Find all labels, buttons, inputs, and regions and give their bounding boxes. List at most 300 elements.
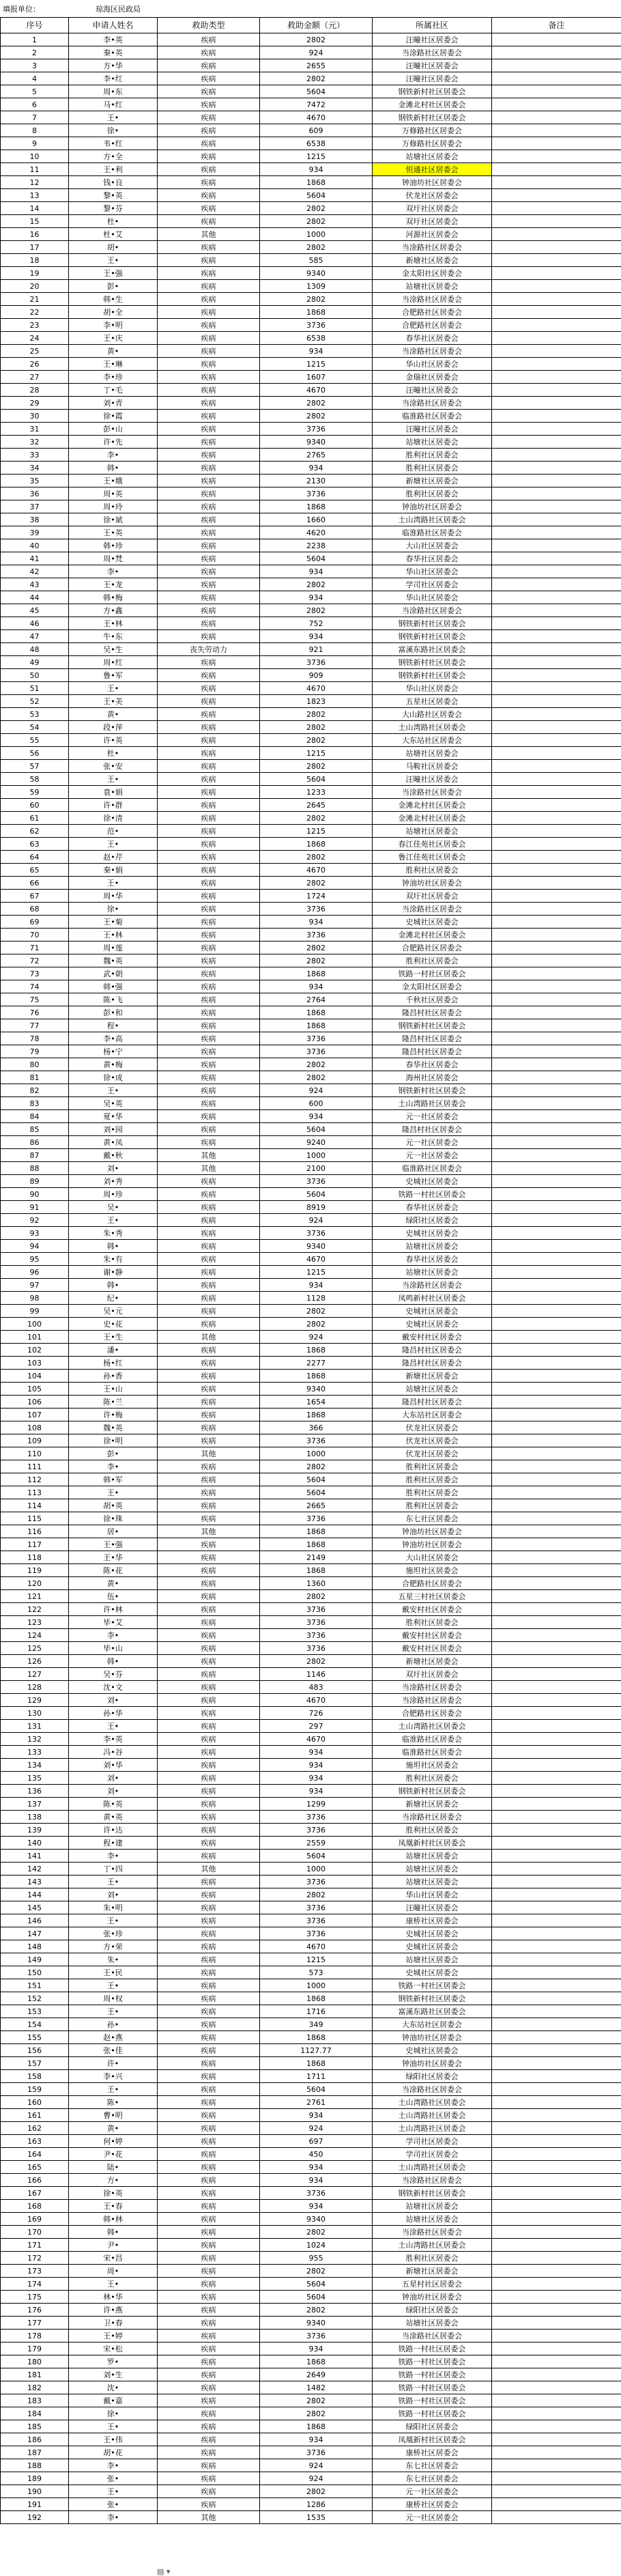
- cell-type: 疾病: [158, 552, 260, 565]
- cell-community: 合肥路社区居委会: [373, 1577, 492, 1590]
- cell-community: 钢铁新村社区居委会: [373, 630, 492, 643]
- cell-index: 186: [1, 2433, 69, 2446]
- cell-community: 胜利社区居委会: [373, 2252, 492, 2265]
- cell-remark: [492, 397, 621, 410]
- cell-type: 疾病: [158, 241, 260, 254]
- cell-community: 胜利社区居委会: [373, 462, 492, 475]
- cell-community: 元一社区居委会: [373, 2485, 492, 2498]
- cell-type: 疾病: [158, 202, 260, 215]
- cell-community: 史城社区居委会: [373, 1305, 492, 1318]
- cell-index: 184: [1, 2407, 69, 2420]
- cell-community: 马鞍社区居委会: [373, 760, 492, 773]
- cell-name: 方•全: [69, 150, 158, 163]
- cell-index: 118: [1, 1551, 69, 1564]
- cell-index: 8: [1, 124, 69, 137]
- cell-type: 疾病: [158, 1538, 260, 1551]
- cell-amount: 955: [260, 2252, 373, 2265]
- cell-index: 57: [1, 760, 69, 773]
- table-row: [1, 1214, 621, 1227]
- cell-amount: 297: [260, 1720, 373, 1733]
- cell-amount: 2802: [260, 1655, 373, 1668]
- cell-community: 站塘社区居委会: [373, 747, 492, 760]
- cell-amount: 2802: [260, 2485, 373, 2498]
- cell-name: 伍•: [69, 1590, 158, 1603]
- cell-amount: 934: [260, 630, 373, 643]
- cell-amount: 3736: [260, 1914, 373, 1927]
- table-row: [1, 1318, 621, 1331]
- cell-type: 疾病: [158, 462, 260, 475]
- cell-index: 88: [1, 1162, 69, 1175]
- cell-name: 徐•: [69, 903, 158, 916]
- table-row: [1, 2498, 621, 2511]
- cell-name: 周•: [69, 2265, 158, 2278]
- cell-community: 钢铁新村社区居委会: [373, 1019, 492, 1032]
- table-row: [1, 929, 621, 942]
- cell-type: 疾病: [158, 1499, 260, 1512]
- cell-name: 彭•: [69, 1447, 158, 1460]
- cell-name: 李•兴: [69, 2070, 158, 2083]
- cell-name: 许•燕: [69, 2304, 158, 2317]
- cell-type: 疾病: [158, 98, 260, 111]
- cell-remark: [492, 1811, 621, 1824]
- table-row: [1, 2485, 621, 2498]
- cell-name: 刘•园: [69, 1123, 158, 1136]
- cell-amount: 349: [260, 2018, 373, 2031]
- cell-remark: [492, 436, 621, 449]
- cell-remark: [492, 1175, 621, 1188]
- cell-community: 胜利社区居委会: [373, 487, 492, 500]
- cell-amount: 609: [260, 124, 373, 137]
- cell-type: 疾病: [158, 1214, 260, 1227]
- cell-remark: [492, 267, 621, 280]
- table-row: [1, 2355, 621, 2368]
- cell-type: 疾病: [158, 111, 260, 124]
- cell-name: 王•婷: [69, 2330, 158, 2343]
- cell-amount: 3736: [260, 1616, 373, 1629]
- cell-index: 53: [1, 708, 69, 721]
- table-row: [1, 1499, 621, 1512]
- table-row: [1, 786, 621, 799]
- cell-type: 其他: [158, 1162, 260, 1175]
- cell-index: 187: [1, 2446, 69, 2459]
- cell-type: 其他: [158, 1149, 260, 1162]
- cell-index: 86: [1, 1136, 69, 1149]
- cell-amount: 2802: [260, 215, 373, 228]
- cell-remark: [492, 1214, 621, 1227]
- cell-remark: [492, 604, 621, 617]
- cell-type: 疾病: [158, 2343, 260, 2355]
- cell-type: 疾病: [158, 591, 260, 604]
- cell-name: 牛•东: [69, 630, 158, 643]
- cell-name: 李•高: [69, 1032, 158, 1045]
- cell-amount: 1286: [260, 2498, 373, 2511]
- cell-remark: [492, 1824, 621, 1837]
- cell-name: 周•梵: [69, 552, 158, 565]
- cell-name: 王•: [69, 1214, 158, 1227]
- cell-remark: [492, 2096, 621, 2109]
- table-row: [1, 954, 621, 967]
- cell-name: 韩•: [69, 462, 158, 475]
- cell-type: 疾病: [158, 877, 260, 890]
- cell-name: 何•婷: [69, 2135, 158, 2148]
- cell-name: 周•华: [69, 890, 158, 903]
- cell-type: 疾病: [158, 1876, 260, 1888]
- table-row: [1, 1253, 621, 1266]
- table-row: [1, 773, 621, 786]
- cell-index: 75: [1, 993, 69, 1006]
- cell-index: 148: [1, 1940, 69, 1953]
- cell-type: 疾病: [158, 2394, 260, 2407]
- cell-name: 史•花: [69, 1318, 158, 1331]
- cell-amount: 1716: [260, 2005, 373, 2018]
- cell-index: 10: [1, 150, 69, 163]
- cell-type: 疾病: [158, 500, 260, 513]
- cell-type: 疾病: [158, 2265, 260, 2278]
- cell-remark: [492, 1136, 621, 1149]
- cell-name: 王•: [69, 1876, 158, 1888]
- cell-community: 春华社区居委会: [373, 1201, 492, 1214]
- cell-remark: [492, 215, 621, 228]
- sheet-header: [0, 0, 621, 17]
- cell-name: 徐•明: [69, 1434, 158, 1447]
- table-row: [1, 1512, 621, 1525]
- cell-community: 大东站社区居委会: [373, 734, 492, 747]
- cell-type: 疾病: [158, 980, 260, 993]
- cell-type: 疾病: [158, 1888, 260, 1901]
- table-row: [1, 1538, 621, 1551]
- table-row: [1, 1136, 621, 1149]
- cell-community: 站塘社区居委会: [373, 1240, 492, 1253]
- cell-remark: [492, 72, 621, 85]
- cell-remark: [492, 1733, 621, 1746]
- cell-community: 春江佳苑社区居委会: [373, 838, 492, 851]
- cell-amount: 934: [260, 1785, 373, 1798]
- cell-community: 胜利社区居委会: [373, 1460, 492, 1473]
- cell-community: 钢铁新村社区居委会: [373, 85, 492, 98]
- cell-index: 67: [1, 890, 69, 903]
- cell-amount: 2802: [260, 1590, 373, 1603]
- cell-name: 吴•元: [69, 1305, 158, 1318]
- table-row: [1, 254, 621, 267]
- cell-community: 绿阳社区居委会: [373, 2304, 492, 2317]
- cell-amount: 3736: [260, 1603, 373, 1616]
- cell-community: 铁路一村社区居委会: [373, 1979, 492, 1992]
- cell-index: 32: [1, 436, 69, 449]
- cell-remark: [492, 864, 621, 877]
- cell-type: 疾病: [158, 475, 260, 487]
- cell-amount: 3736: [260, 1032, 373, 1045]
- cell-community: 钟油坊社区居委会: [373, 2031, 492, 2044]
- cell-name: 丁•四: [69, 1863, 158, 1876]
- cell-remark: [492, 2213, 621, 2226]
- cell-index: 77: [1, 1019, 69, 1032]
- cell-index: 50: [1, 669, 69, 682]
- cell-index: 120: [1, 1577, 69, 1590]
- cell-name: 潘•: [69, 1344, 158, 1357]
- cell-type: 疾病: [158, 1590, 260, 1603]
- table-row: [1, 1396, 621, 1409]
- cell-index: 161: [1, 2109, 69, 2122]
- cell-name: 周•玲: [69, 500, 158, 513]
- cell-community: 鲁江佳苑社区居委会: [373, 851, 492, 864]
- cell-index: 54: [1, 721, 69, 734]
- cell-amount: 1215: [260, 825, 373, 838]
- cell-type: 疾病: [158, 1551, 260, 1564]
- table-row: [1, 241, 621, 254]
- cell-community: 双圩社区居委会: [373, 890, 492, 903]
- cell-community: 大东站社区居委会: [373, 1409, 492, 1421]
- table-row: [1, 1681, 621, 1694]
- cell-type: 疾病: [158, 1914, 260, 1927]
- cell-type: 疾病: [158, 2109, 260, 2122]
- cell-name: 王•强: [69, 267, 158, 280]
- table-row: [1, 656, 621, 669]
- cell-name: 徐•清: [69, 812, 158, 825]
- cell-remark: [492, 1927, 621, 1940]
- cell-index: 147: [1, 1927, 69, 1940]
- cell-type: 疾病: [158, 449, 260, 462]
- cell-type: 疾病: [158, 1785, 260, 1798]
- table-row: [1, 137, 621, 150]
- cell-index: 154: [1, 2018, 69, 2031]
- cell-remark: [492, 1746, 621, 1759]
- cell-type: 疾病: [158, 487, 260, 500]
- table-row: [1, 1006, 621, 1019]
- table-row: [1, 1551, 621, 1564]
- cell-remark: [492, 1240, 621, 1253]
- table-row: [1, 1032, 621, 1045]
- cell-community: 当涂路社区居委会: [373, 604, 492, 617]
- cell-index: 61: [1, 812, 69, 825]
- table-row: [1, 1305, 621, 1318]
- cell-remark: [492, 2330, 621, 2343]
- cell-name: 曹•明: [69, 2109, 158, 2122]
- cell-name: 王•: [69, 838, 158, 851]
- cell-index: 150: [1, 1966, 69, 1979]
- cell-type: 疾病: [158, 1006, 260, 1019]
- cell-remark: [492, 2459, 621, 2472]
- table-row: [1, 2343, 621, 2355]
- cell-remark: [492, 1344, 621, 1357]
- cell-remark: [492, 1110, 621, 1123]
- cell-index: 33: [1, 449, 69, 462]
- cell-type: 疾病: [158, 656, 260, 669]
- cell-name: 钱•良: [69, 176, 158, 189]
- table-row: [1, 1824, 621, 1837]
- cell-remark: [492, 500, 621, 513]
- table-row: [1, 967, 621, 980]
- cell-index: 47: [1, 630, 69, 643]
- cell-type: 疾病: [158, 33, 260, 46]
- cell-index: 44: [1, 591, 69, 604]
- cell-type: 其他: [158, 1331, 260, 1344]
- cell-community: 站塘社区居委会: [373, 825, 492, 838]
- cell-type: 疾病: [158, 812, 260, 825]
- cell-remark: [492, 2291, 621, 2304]
- cell-remark: [492, 1992, 621, 2005]
- table-row: [1, 812, 621, 825]
- cell-remark: [492, 2187, 621, 2200]
- cell-amount: 5604: [260, 1123, 373, 1136]
- cell-amount: 4620: [260, 526, 373, 539]
- cell-index: 166: [1, 2174, 69, 2187]
- cell-type: 疾病: [158, 942, 260, 954]
- cell-name: 宋•松: [69, 2343, 158, 2355]
- cell-type: 疾病: [158, 1175, 260, 1188]
- cell-remark: [492, 2200, 621, 2213]
- cell-type: 疾病: [158, 1019, 260, 1032]
- cell-community: 当涂路社区居委会: [373, 46, 492, 59]
- cell-remark: [492, 1357, 621, 1370]
- cell-community: 铁路一村社区居委会: [373, 2407, 492, 2420]
- cell-remark: [492, 1953, 621, 1966]
- cell-index: 155: [1, 2031, 69, 2044]
- cell-amount: 934: [260, 2109, 373, 2122]
- cell-remark: [492, 2433, 621, 2446]
- cell-amount: 924: [260, 1331, 373, 1344]
- table-row: [1, 1733, 621, 1746]
- cell-community: 站塘社区居委会: [373, 1953, 492, 1966]
- cell-type: 疾病: [158, 345, 260, 358]
- cell-community: 当涂路社区居委会: [373, 903, 492, 916]
- cell-index: 159: [1, 2083, 69, 2096]
- cell-amount: 3736: [260, 2330, 373, 2343]
- cell-community: 伏龙社区居委会: [373, 1434, 492, 1447]
- cell-name: 刘•: [69, 1772, 158, 1785]
- cell-amount: 5604: [260, 2278, 373, 2291]
- cell-community: 钢铁新村社区居委会: [373, 669, 492, 682]
- cell-name: 黄•梅: [69, 1058, 158, 1071]
- table-row: [1, 1642, 621, 1655]
- cell-name: 徐•斌: [69, 513, 158, 526]
- cell-community: 隆昌村社区居委会: [373, 1045, 492, 1058]
- cell-name: 李•英: [69, 1733, 158, 1746]
- cell-remark: [492, 2278, 621, 2291]
- cell-index: 84: [1, 1110, 69, 1123]
- cell-amount: 2802: [260, 33, 373, 46]
- cell-name: 赵•燕: [69, 2031, 158, 2044]
- cell-name: 魏•英: [69, 1421, 158, 1434]
- cell-name: 李•: [69, 2459, 158, 2472]
- cell-name: 李•英: [69, 33, 158, 46]
- spreadsheet-icon[interactable]: ▤ ▾: [157, 2567, 171, 2576]
- table-row: [1, 306, 621, 319]
- table-row: [1, 293, 621, 306]
- cell-type: 疾病: [158, 2083, 260, 2096]
- cell-amount: 1535: [260, 2511, 373, 2524]
- cell-amount: 2559: [260, 1837, 373, 1850]
- cell-amount: 2802: [260, 410, 373, 423]
- cell-remark: [492, 1383, 621, 1396]
- table-row: [1, 708, 621, 721]
- cell-amount: 9340: [260, 1240, 373, 1253]
- cell-index: 143: [1, 1876, 69, 1888]
- cell-community: 元一社区居委会: [373, 2511, 492, 2524]
- cell-name: 徐•珠: [69, 1512, 158, 1525]
- table-row: [1, 124, 621, 137]
- cell-type: 疾病: [158, 2278, 260, 2291]
- cell-amount: 9240: [260, 1136, 373, 1149]
- cell-index: 98: [1, 1292, 69, 1305]
- cell-community: 河源社区居委会: [373, 228, 492, 241]
- table-row: [1, 1279, 621, 1292]
- cell-name: 胡•: [69, 241, 158, 254]
- cell-index: 14: [1, 202, 69, 215]
- cell-amount: 752: [260, 617, 373, 630]
- table-row: [1, 2420, 621, 2433]
- cell-name: 韩•梅: [69, 591, 158, 604]
- cell-amount: 2802: [260, 293, 373, 306]
- cell-amount: 4670: [260, 864, 373, 877]
- cell-index: 140: [1, 1837, 69, 1850]
- cell-name: 王•生: [69, 1331, 158, 1344]
- cell-community: 史城社区居委会: [373, 1966, 492, 1979]
- cell-remark: [492, 2407, 621, 2420]
- cell-name: 朱•秀: [69, 1227, 158, 1240]
- cell-amount: 934: [260, 2174, 373, 2187]
- cell-community: 施坦社区居委会: [373, 1564, 492, 1577]
- cell-community: 临淮路社区居委会: [373, 410, 492, 423]
- cell-remark: [492, 1318, 621, 1331]
- table-row: [1, 1668, 621, 1681]
- cell-type: 疾病: [158, 903, 260, 916]
- cell-amount: 2100: [260, 1162, 373, 1175]
- cell-name: 朱•: [69, 1953, 158, 1966]
- cell-remark: [492, 552, 621, 565]
- cell-community: 伏龙社区居委会: [373, 1447, 492, 1460]
- cell-community: 元一社区居委会: [373, 1149, 492, 1162]
- cell-type: 疾病: [158, 1603, 260, 1616]
- cell-amount: 1215: [260, 747, 373, 760]
- cell-type: 疾病: [158, 1279, 260, 1292]
- cell-type: 疾病: [158, 2031, 260, 2044]
- cell-amount: 2765: [260, 449, 373, 462]
- cell-type: 疾病: [158, 2135, 260, 2148]
- cell-amount: 1127.77: [260, 2044, 373, 2057]
- table-row: [1, 526, 621, 539]
- cell-community: 五星三村社区居委会: [373, 1590, 492, 1603]
- cell-amount: 3736: [260, 487, 373, 500]
- cell-community: 铁路一村社区居委会: [373, 2343, 492, 2355]
- cell-type: 疾病: [158, 254, 260, 267]
- cell-community: 土山湾路社区居委会: [373, 2122, 492, 2135]
- cell-amount: 5604: [260, 2083, 373, 2096]
- table-row: [1, 1175, 621, 1188]
- cell-community: 海州社区居委会: [373, 1071, 492, 1084]
- cell-amount: 1868: [260, 1006, 373, 1019]
- cell-name: 徐•霞: [69, 410, 158, 423]
- cell-type: 疾病: [158, 358, 260, 371]
- cell-remark: [492, 1097, 621, 1110]
- cell-type: 疾病: [158, 2174, 260, 2187]
- cell-index: 25: [1, 345, 69, 358]
- cell-name: 王•: [69, 2083, 158, 2096]
- cell-name: 赵•芹: [69, 851, 158, 864]
- cell-index: 22: [1, 306, 69, 319]
- cell-community: 史城社区居委会: [373, 2044, 492, 2057]
- table-row: [1, 980, 621, 993]
- table-row: [1, 1811, 621, 1824]
- cell-name: 李•: [69, 1850, 158, 1863]
- cell-type: 疾病: [158, 2070, 260, 2083]
- cell-community: 钢铁新村社区居委会: [373, 1084, 492, 1097]
- cell-type: 疾病: [158, 2213, 260, 2226]
- cell-index: 91: [1, 1201, 69, 1214]
- cell-remark: [492, 371, 621, 384]
- table-row: [1, 760, 621, 773]
- cell-community: 站塘社区居委会: [373, 280, 492, 293]
- cell-remark: [492, 1292, 621, 1305]
